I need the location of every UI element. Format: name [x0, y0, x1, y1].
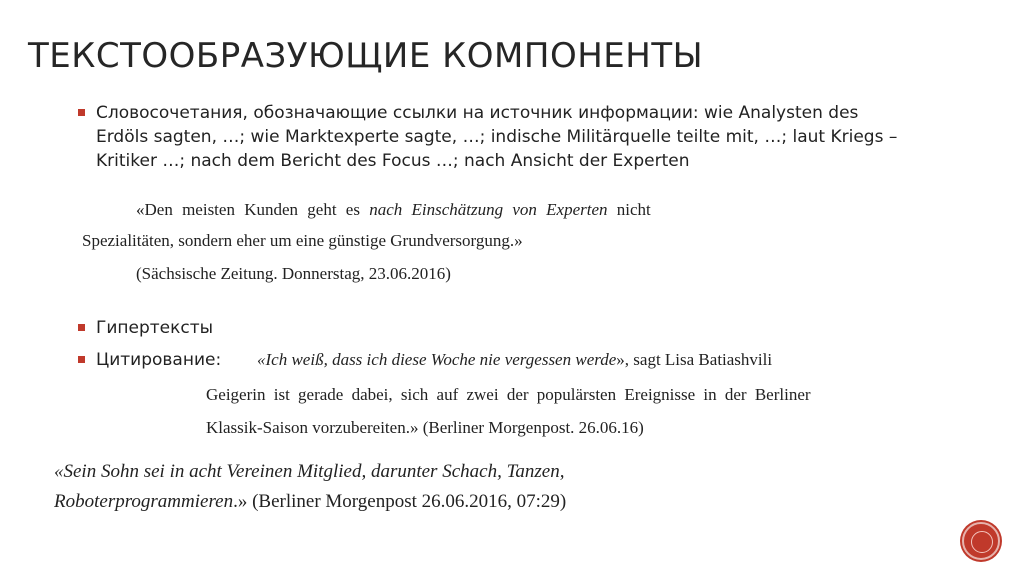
decorative-circle-inner	[971, 531, 993, 553]
bullet-hypertext-text: Гипертексты	[96, 318, 214, 338]
bullet-citation	[78, 348, 278, 372]
quote2-line3: Klassik-Saison vorzubereiten.» (Berliner Morgenpost. 26.06.16)	[206, 418, 644, 437]
quote2-line2: Geigerin ist gerade dabei, sich auf zwei der populärsten Ereignisse in der Berliner	[206, 385, 811, 404]
bullet-sources	[78, 101, 908, 173]
quote1-source: (Sächsische Zeitung. Donnerstag, 23.06.2016)	[136, 264, 451, 283]
quote1-line1: «Den meisten Kunden geht es nach Einschätzung von Experten nicht	[136, 200, 651, 219]
quote3-line1: «Sein Sohn sei in acht Vereinen Mitglied, darunter Schach, Tanzen,	[54, 461, 565, 482]
quote2-line1: «Ich weiß, dass ich diese Woche nie vergessen werde», sagt Lisa Batiashvili	[257, 350, 773, 369]
bullet-hypertext	[78, 316, 278, 340]
bullet-sources-text: Словосочетания, обозначающие ссылки на источник информации: wie Analysten des Erdöls sagten, …; wie Marktexperte sagte, …; indische Militärquelle teilte mit, …; laut Kriegs – Kritiker …; nach dem Bericht des Focus …; nach Ansicht der Experten	[96, 103, 898, 171]
bullet-marker-icon	[78, 356, 85, 363]
bullet-marker-icon	[78, 109, 85, 116]
decorative-circle-icon	[962, 522, 1000, 560]
slide-title: ТЕКСТООБРАЗУЮЩИЕ КОМПОНЕНТЫ	[28, 36, 704, 76]
quote3-line2: Roboterprogrammieren.» (Berliner Morgenpost 26.06.2016, 07:29)	[54, 491, 567, 512]
quote1-line2: Spezialitäten, sondern eher um eine günstige Grundversorgung.»	[82, 231, 523, 250]
bullet-citation-text: Цитирование:	[96, 350, 222, 370]
bullet-marker-icon	[78, 324, 85, 331]
